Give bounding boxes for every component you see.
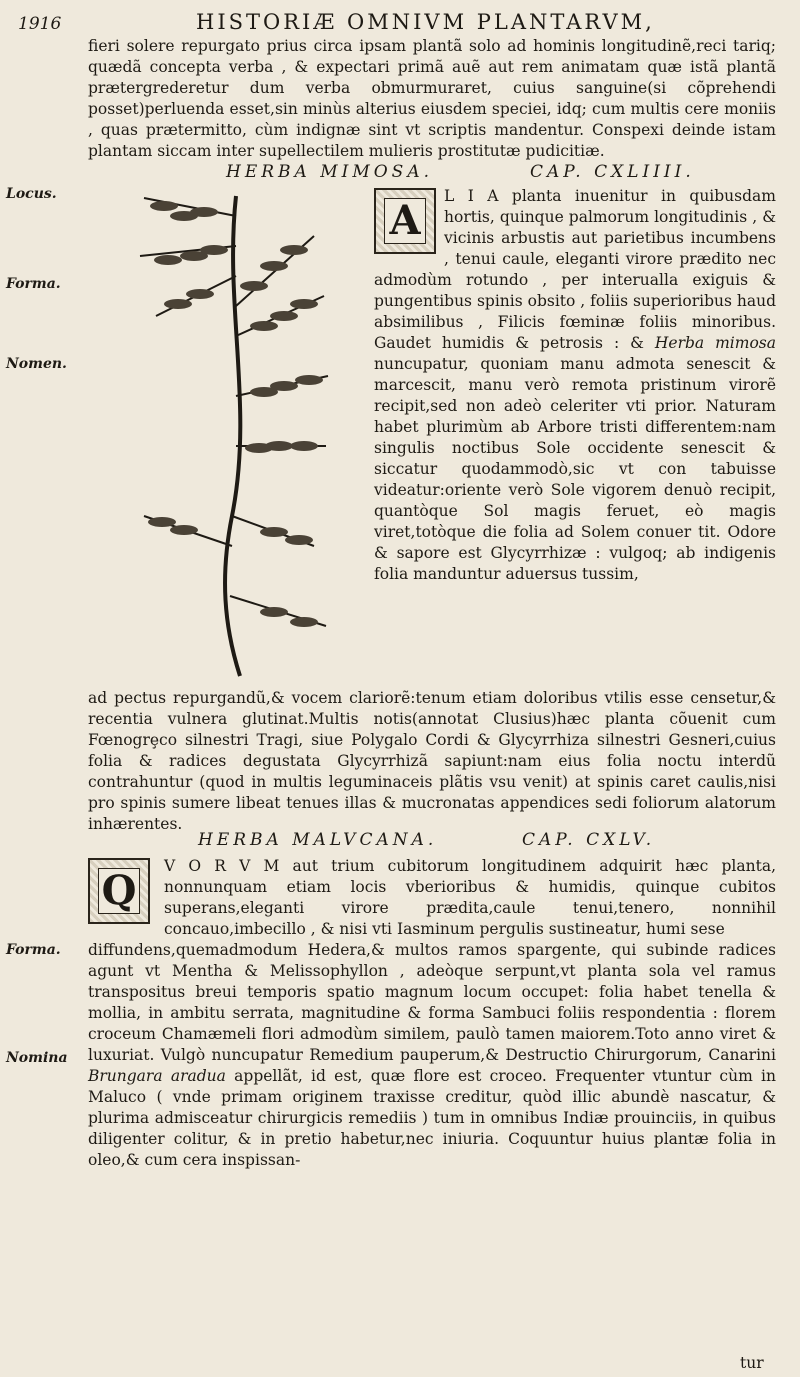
margin-note-nomina: Nomina [6, 1050, 68, 1066]
running-title: HISTORIÆ OMNIVM PLANTARVM, [196, 10, 655, 34]
page-number: 1916 [18, 14, 62, 34]
native-name: Brungara aradua [88, 1067, 226, 1085]
chapter-body-malucana: Q V O R V M aut trium cubitorum longitudinem adquirit hæc planta, nonnunquam etiam locis vberioribus & humidis, quinque cubitos superans,eleganti virore prædita,caule tenui,tenero, nonnihil concauo,imbecillo , & nisi vti Iasminum pergulis sustineatur, humi sese [164, 856, 776, 940]
decorated-initial: A [374, 188, 436, 254]
chapter-body-malucana-continued: diffundens,quemadmodum Hedera,& multos ramos spargente, qui subinde radices agunt vt Mentha & Melissophyllon , adeòque serpunt,vt planta sola vel ramus transpositus breui temporis spatio magnum locum occupet: folia habet tenella & mollia, in ambitu serrata, magnitudine & forma Sambuci foliis respondentia : florem croceum Chamæmeli flori admodùm similem, paulò tamen maiorem.Toto anno viret & luxuriat. Vulgò nuncupatur Remedium pauperum,& Destructio Chirurgorum, Canarini Brungara aradua appellãt, id est, quæ flore est croceo. Frequenter vtuntur cùm in Maluco ( vnde primam originem traxisse creditur, quòd illic abundè nascatur, & plurima admisceatur chirurgicis remediis ) tum in omnibus Indiæ prouinciis, in quibus diligenter colitur, & in pretio habetur,nec iniuria. Coquuntur huius plantæ folia in oleo,& cum cera inspissan- [88, 941, 776, 1169]
chapter-body-mimosa: A L I A planta inuenitur in quibusdam hortis, quinque palmorum longitudinis , & vicinis arbustis aut parietibus incumbens , tenui caule, eleganti virore prædito nec admodùm rotundo , per interualla exiguis & pungentibus spinis obsito , foliis superioribus haud absimilibus , Filicis fœminæ foliis minoribus. Gaudet humidis & petrosis : & Herba mimosa nuncupatur, quoniam manu admota senescit & marcescit, manu verò remota pristinum virorẽ recipit,sed non adeò celeriter vti prior. Naturam habet plurimùm ab Arbore tristi differentem:nam singulis noctibus Sole occidente senescit & siccatur quodammodò,sic vt con tabuisse videatur:oriente verò Sole vigorem denuò recipit, quantòque Sol magis feruet, eò magis viret,totòque die folia ad Solem conuer tit. Odore & sapore est Glycyrrhizæ : vulgoq; ab indigenis folia manduntur aduersus tussim, [374, 187, 776, 583]
chapter-number-mimosa: CAP. CXLIIII. [530, 162, 695, 182]
margin-note-nomen: Nomen. [6, 356, 67, 372]
chapter-body-mimosa-continued: ad pectus repurgandũ,& vocem clariorẽ:tenum etiam doloribus vtilis esse censetur,& recentia vulnera glutinat.Multis notis(annotat Clusius)hæc planta cõuenit cum Fœnogrȩco silnestri Tragi, siue Polygalo Cordi & Glycyrrhiza silnestri Gesneri,cuius folia & radices degustata Glycyrrhizã sapiunt:nam eius folia noctu interdũ contrahuntur (quod in multis leguminaceis plãtis vsu venit) at spinis caret caulis,nisi pro spinis sumere libeat tenues illas & mucronatas appendices sedi foliorum alatorum inhærentes. [88, 689, 776, 833]
margin-note-forma: Forma. [6, 942, 61, 958]
paragraph-continuation: fieri solere repurgato prius circa ipsam plantã solo ad hominis longitudinẽ,reci tariq; quædã concepta verba , & expectari primã auẽ aut rem animatam quæ istã plantã prætergrederetur dum verba obmurmuraret, cuius sanguine(si cõprehendi posset)perluenda esset,sin minùs alterius eiusdem speciei, idq; cum multis cere moniis , quas prætermitto, cùm indignæ sint vt scriptis mandentur. Conspexi deinde istam plantam siccam inter supellectilem mulieris prostitutæ pudicitiæ. [88, 37, 776, 160]
chapter-heading-mimosa: HERBA MIMOSA. [226, 162, 434, 182]
mimosa-plant-illustration [104, 186, 372, 684]
chapter-heading-malucana: HERBA MALVCANA. [198, 830, 438, 850]
decorated-initial: Q [88, 858, 150, 924]
catchword: tur [740, 1354, 764, 1372]
herb-name: Herba mimosa [654, 334, 776, 352]
margin-note-forma: Forma. [6, 276, 61, 292]
chapter-number-malucana: CAP. CXLV. [522, 830, 656, 850]
margin-note-locus: Locus. [6, 186, 57, 202]
